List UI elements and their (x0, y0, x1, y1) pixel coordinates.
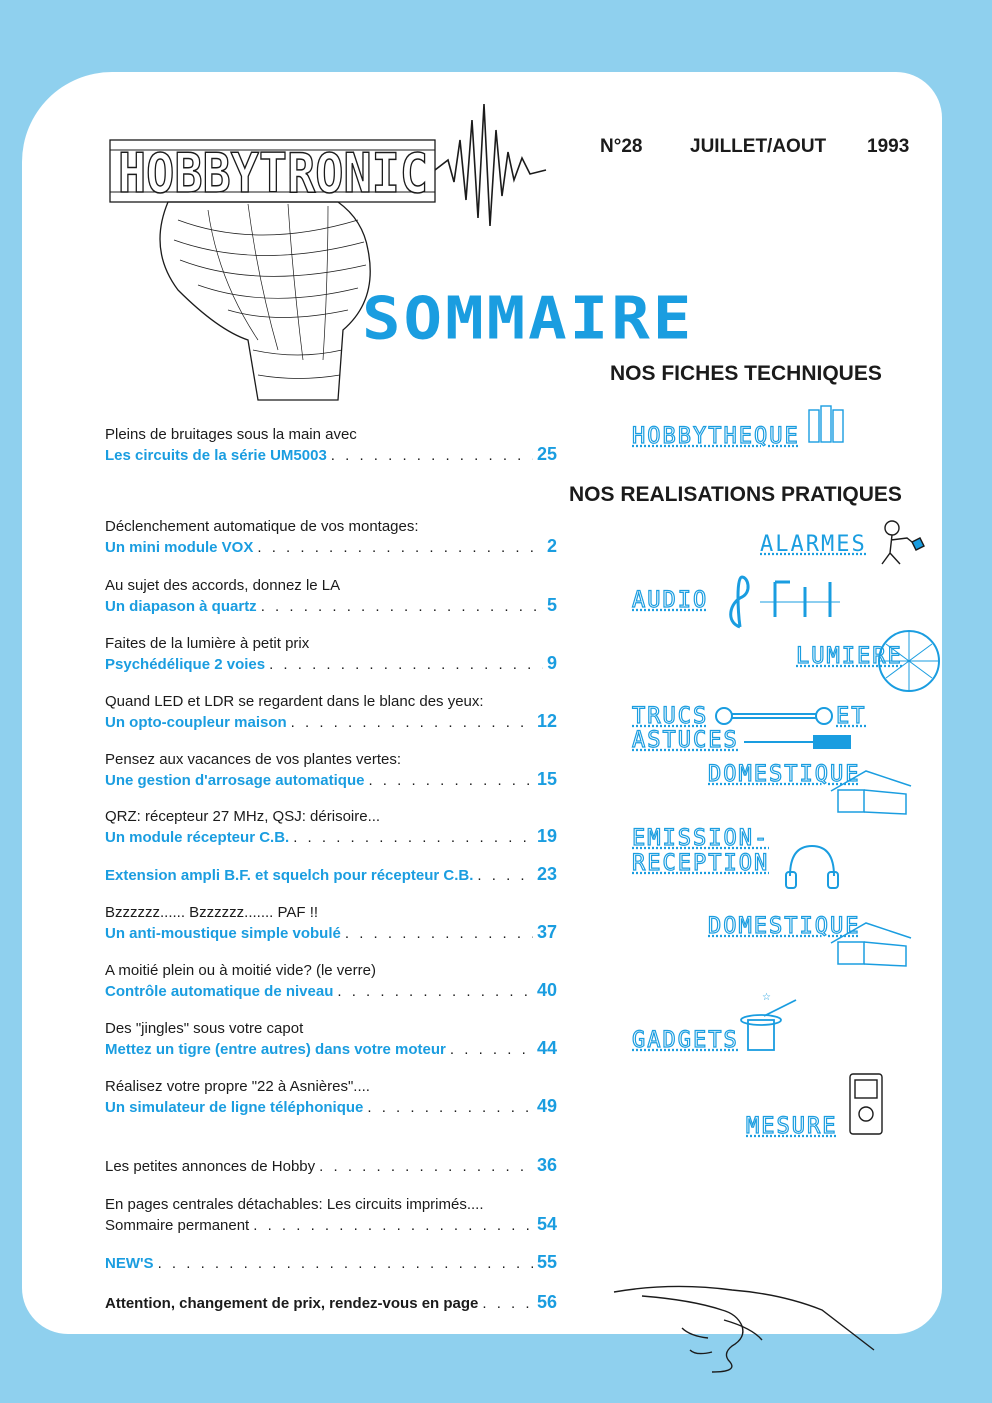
toc-leader (482, 1294, 533, 1314)
toc-title: Une gestion d'arrosage automatique (105, 772, 365, 789)
category-label: MESURE (746, 1114, 838, 1139)
category-alarmes[interactable] (760, 532, 867, 557)
toc-entry[interactable] (105, 1252, 557, 1274)
svg-text:☆: ☆ (762, 992, 771, 1003)
toc-page: 5 (546, 595, 557, 615)
magic-hat-icon (734, 990, 804, 1056)
issue-date: JUILLET/AOUT (690, 136, 827, 157)
issue-year: 1993 (867, 136, 910, 157)
multimeter-icon (846, 1070, 888, 1140)
toc-intro: A moitié plein ou à moitié vide? (le verre) (105, 962, 376, 979)
category-lumiere[interactable] (796, 644, 903, 669)
toc-intro: Faites de la lumière à petit prix (105, 635, 310, 652)
category-label: ASTUCES (632, 728, 739, 753)
toc-entry[interactable] (105, 426, 557, 466)
category-label: HOBBYTHEQUE (632, 424, 800, 449)
toc-leader (319, 1157, 533, 1177)
screwdriver-icon (744, 734, 854, 750)
toc-entry[interactable] (105, 751, 557, 791)
pointing-hand-illustration (612, 1280, 882, 1380)
issue-number: N°28 (600, 136, 643, 157)
toc-entry[interactable] (105, 1292, 557, 1314)
toc-title: Sommaire permanent (105, 1217, 250, 1234)
category-trucs-astuces[interactable] (632, 704, 867, 753)
category-hobbytheque[interactable] (632, 424, 800, 449)
disco-ball-icon (874, 626, 944, 696)
toc-entry[interactable] (105, 635, 557, 675)
toc-title: NEW'S (105, 1255, 154, 1272)
toc-entry[interactable] (105, 904, 557, 944)
toc-title: Un module récepteur C.B. (105, 829, 290, 846)
toc-intro: En pages centrales détachables: Les circuits imprimés.... (105, 1196, 484, 1213)
section-realisations-heading: NOS REALISATIONS PRATIQUES (569, 483, 902, 506)
toc-page: 36 (536, 1155, 557, 1175)
toc-title: Extension ampli B.F. et squelch pour récepteur C.B. (105, 867, 474, 884)
toc-intro: Pensez aux vacances de vos plantes vertes: (105, 751, 402, 768)
toc-leader (367, 1098, 533, 1118)
toc-intro: Des "jingles" sous votre capot (105, 1020, 304, 1037)
toc-entry[interactable] (105, 1078, 557, 1118)
toc-leader (293, 828, 533, 848)
category-label: ET (836, 704, 867, 729)
category-domestique-1[interactable] (708, 762, 860, 787)
category-label: DOMESTIQUE (708, 762, 861, 787)
books-icon (807, 404, 847, 444)
toc-title: Mettez un tigre (entre autres) dans votre moteur (105, 1041, 446, 1058)
category-label: ALARMES (760, 532, 867, 557)
toc-entry[interactable] (105, 577, 557, 617)
burglar-icon (872, 518, 932, 568)
category-domestique-2[interactable] (708, 914, 860, 939)
toc-page: 2 (546, 536, 557, 556)
toc-leader (450, 1040, 533, 1060)
hobbytronic-logo (108, 100, 548, 410)
toc-leader (477, 866, 533, 886)
toc-leader (331, 446, 533, 466)
category-label: EMISSION- (632, 826, 770, 851)
toc-page: 56 (536, 1292, 557, 1312)
toc-title: Un mini module VOX (105, 539, 254, 556)
toc-intro: Réalisez votre propre "22 à Asnières".... (105, 1078, 370, 1095)
music-notes-icon (720, 572, 850, 632)
category-label: TRUCS (632, 704, 709, 729)
toc-leader (345, 924, 533, 944)
toc-page: 15 (536, 769, 557, 789)
toc-entry[interactable] (105, 808, 557, 848)
toc-leader (368, 771, 533, 791)
toc-intro: Bzzzzzz...... Bzzzzzz....... PAF !! (105, 904, 319, 921)
category-label: GADGETS (632, 1028, 739, 1053)
toc-leader (158, 1254, 533, 1274)
toc-entry[interactable] (105, 962, 557, 1002)
toc-title: Un opto-coupleur maison (105, 714, 287, 731)
toc-intro: Quand LED et LDR se regardent dans le blanc des yeux: (105, 693, 484, 710)
house-icon (826, 766, 916, 816)
category-gadgets[interactable] (632, 992, 771, 1053)
headset-icon (782, 840, 842, 896)
category-audio[interactable] (632, 588, 708, 613)
category-mesure[interactable] (746, 1114, 837, 1139)
toc-entry[interactable] (105, 1020, 557, 1060)
toc-page: 12 (536, 711, 557, 731)
toc-entry[interactable] (105, 518, 557, 558)
toc-page: 19 (536, 826, 557, 846)
toc-page: 44 (536, 1038, 557, 1058)
toc-leader (337, 982, 533, 1002)
toc-title: Contrôle automatique de niveau (105, 983, 334, 1000)
category-label: LUMIERE (796, 644, 903, 669)
toc-title: Un simulateur de ligne téléphonique (105, 1099, 364, 1116)
toc-entry[interactable] (105, 693, 557, 733)
toc-leader (253, 1216, 533, 1236)
toc-intro: QRZ: récepteur 27 MHz, QSJ: dérisoire... (105, 808, 381, 825)
toc-page: 54 (536, 1214, 557, 1234)
toc-entry[interactable] (105, 1196, 557, 1236)
toc-page: 23 (536, 864, 557, 884)
logo-text: HOBBYTRONIC (118, 142, 428, 205)
toc-intro: Pleins de bruitages sous la main avec (105, 426, 357, 443)
section-fiches-heading: NOS FICHES TECHNIQUES (610, 362, 882, 385)
category-label: RECEPTION (632, 851, 770, 876)
toc-title: Les petites annonces de Hobby (105, 1158, 316, 1175)
toc-leader (261, 597, 543, 617)
toc-intro: Au sujet des accords, donnez le LA (105, 577, 341, 594)
toc-entry[interactable] (105, 1155, 557, 1177)
toc-page: 49 (536, 1096, 557, 1116)
house-icon (826, 918, 916, 968)
toc-leader (257, 538, 543, 558)
toc-leader (291, 713, 533, 733)
toc-title: Attention, changement de prix, rendez-vous en page (105, 1295, 479, 1312)
toc-title: Psychédélique 2 voies (105, 656, 266, 673)
toc-page: 37 (536, 922, 557, 942)
toc-page: 9 (546, 653, 557, 673)
category-label: AUDIO (632, 588, 709, 613)
toc-title: Un diapason à quartz (105, 598, 257, 615)
toc-intro: Déclenchement automatique de vos montages: (105, 518, 419, 535)
toc-page: 55 (536, 1252, 557, 1272)
toc-title: Les circuits de la série UM5003 (105, 447, 327, 464)
toc-leader (269, 655, 543, 675)
toc-title: Un anti-moustique simple vobulé (105, 925, 341, 942)
category-emission-reception[interactable] (632, 826, 769, 876)
toc-page: 40 (536, 980, 557, 1000)
category-label: DOMESTIQUE (708, 914, 861, 939)
wrench-icon (714, 706, 834, 726)
page-title: SOMMAIRE (362, 284, 695, 354)
toc-page: 25 (536, 444, 557, 464)
toc-entry[interactable] (105, 864, 557, 886)
